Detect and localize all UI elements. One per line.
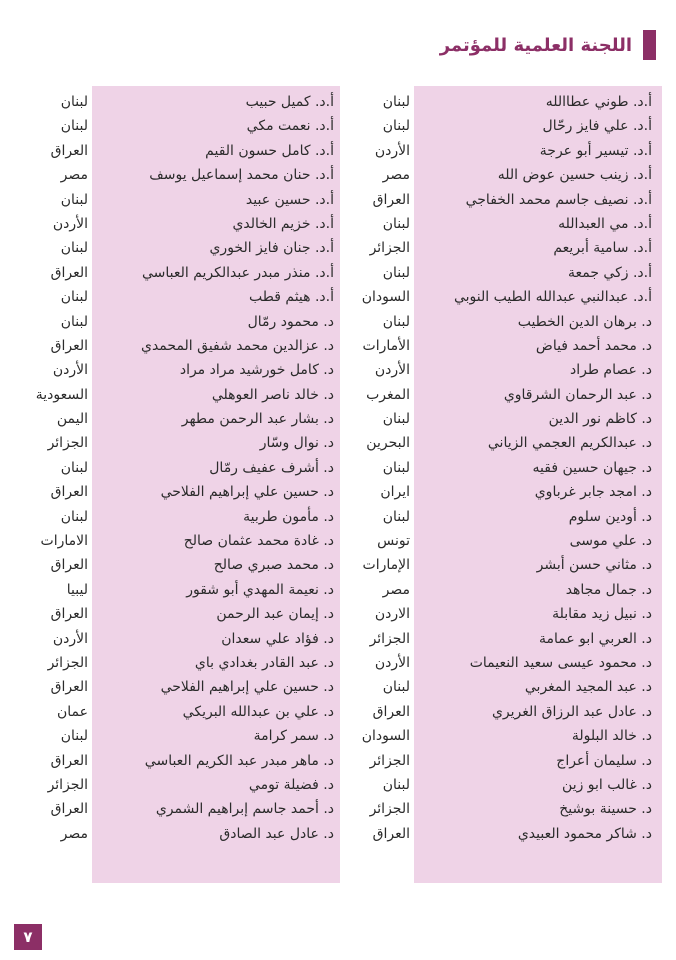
member-country: الأردن xyxy=(374,362,410,379)
member-name: د. سليمان أعراج xyxy=(556,752,652,769)
member-name: د. بشار عبد الرحمن مطهر xyxy=(181,411,334,428)
member-name: د. عبدالكريم العجمي الزياني xyxy=(487,435,652,452)
member-country: العراق xyxy=(372,703,410,720)
member-country: مصر xyxy=(60,825,88,842)
member-name: أ.د. تيسير أبو عرجة xyxy=(539,142,652,159)
member-country: لبنان xyxy=(382,118,410,135)
member-country: لبنان xyxy=(382,459,410,476)
member-country: لبنان xyxy=(60,459,88,476)
column2-names xyxy=(84,90,334,846)
member-name: د. جيهان حسين فقيه xyxy=(532,459,652,476)
member-name: د. حسينة بوشيخ xyxy=(559,801,652,818)
member-name: د. امجد جابر غرباوي xyxy=(534,484,652,501)
member-name: د. نوال وسّار xyxy=(259,435,334,452)
member-country: مصر xyxy=(382,167,410,184)
member-country: عمان xyxy=(57,703,88,720)
member-country: الأردن xyxy=(52,215,88,232)
member-name: أ.د. سامية أبريعم xyxy=(553,240,652,257)
member-name: د. حسين علي إبراهيم الفلاحي xyxy=(160,679,334,696)
member-country: العراق xyxy=(50,752,88,769)
member-country: ليبيا xyxy=(66,581,88,598)
member-country: العراق xyxy=(50,264,88,281)
member-name: د. عبد الرحمان الشرقاوي xyxy=(503,386,652,403)
member-name: د. علي موسى xyxy=(569,533,652,550)
member-country: لبنان xyxy=(60,313,88,330)
member-country: الإمارات xyxy=(362,557,410,574)
member-name: د. عصام طراد xyxy=(569,362,652,379)
member-country: الجزائر xyxy=(369,240,410,257)
member-country: لبنان xyxy=(382,776,410,793)
column1-names xyxy=(416,90,652,846)
member-name: د. جمال مجاهد xyxy=(565,581,652,598)
member-name: أ.د. طوني عطاالله xyxy=(545,94,652,110)
member-country: الاردن xyxy=(374,606,410,623)
member-country: لبنان xyxy=(60,728,88,745)
member-name: أ.د. هيثم قطب xyxy=(249,289,334,306)
member-name: د. سمر كرامة xyxy=(253,728,334,745)
member-name: د. عادل عبد الصادق xyxy=(219,825,334,842)
member-name: أ.د. حنان محمد إسماعيل يوسف xyxy=(149,167,334,184)
member-country: لبنان xyxy=(382,264,410,281)
member-name: أ.د. خزيم الخالدي xyxy=(232,215,334,232)
member-name: أ.د. حسين عبيد xyxy=(245,191,334,208)
column1-countries xyxy=(340,90,410,846)
member-country: العراق xyxy=(372,191,410,208)
member-name: أ.د. مي العبدالله xyxy=(558,215,652,232)
member-name: د. علي بن عبدالله البريكي xyxy=(182,703,334,720)
member-country: لبنان xyxy=(60,94,88,110)
member-country: ايران xyxy=(380,484,410,501)
member-name: د. غالب ابو زين xyxy=(562,776,652,793)
member-name: د. نعيمة المهدي أبو شقور xyxy=(186,581,334,598)
column2-countries xyxy=(10,90,88,846)
member-country: البحرين xyxy=(366,435,410,452)
member-country: لبنان xyxy=(382,94,410,110)
member-country: لبنان xyxy=(382,411,410,428)
member-country: لبنان xyxy=(382,215,410,232)
member-country: العراق xyxy=(50,557,88,574)
member-country: الجزائر xyxy=(369,801,410,818)
member-country: لبنان xyxy=(60,191,88,208)
member-country: العراق xyxy=(50,142,88,159)
member-name: د. أودين سلوم xyxy=(568,508,652,525)
member-country: الأردن xyxy=(374,654,410,671)
member-name: د. أشرف عفيف رمّال xyxy=(209,459,334,476)
member-country: العراق xyxy=(50,606,88,623)
member-country: الأمارات xyxy=(362,337,410,354)
member-country: السودان xyxy=(361,728,410,745)
member-country: الأردن xyxy=(52,362,88,379)
member-country: الأردن xyxy=(374,142,410,159)
member-country: العراق xyxy=(50,679,88,696)
member-country: تونس xyxy=(377,533,410,550)
member-name: أ.د. منذر مبدر عبدالكريم العباسي xyxy=(141,264,334,281)
member-name: د. خالد ناصر العوهلي xyxy=(211,386,334,403)
member-name: د. محمد أحمد فياض xyxy=(535,337,652,354)
member-country: العراق xyxy=(50,484,88,501)
member-country: لبنان xyxy=(60,289,88,306)
member-country: لبنان xyxy=(382,313,410,330)
member-country: اليمن xyxy=(56,411,88,428)
member-name: د. مأمون طربية xyxy=(243,508,334,525)
member-country: لبنان xyxy=(60,508,88,525)
member-name: د. فؤاد علي سعدان xyxy=(221,630,334,647)
member-country: الجزائر xyxy=(47,654,88,671)
member-country: لبنان xyxy=(60,118,88,135)
member-name: د. فضيلة تومي xyxy=(248,776,334,793)
member-country: الامارات xyxy=(40,533,88,550)
member-name: د. محمد صبري صالح xyxy=(213,557,334,574)
member-country: مصر xyxy=(382,581,410,598)
member-name: أ.د. نصيف جاسم محمد الخفاجي xyxy=(465,191,652,208)
member-country: المغرب xyxy=(366,386,410,403)
member-name: د. عبد المجيد المغربي xyxy=(524,679,652,696)
member-name: أ.د. زينب حسين عوض الله xyxy=(497,167,652,184)
member-name: د. كامل خورشيد مراد مراد xyxy=(179,362,334,379)
member-name: د. أحمد جاسم إبراهيم الشمري xyxy=(155,801,334,818)
member-name: د. محمود عيسى سعيد النعيمات xyxy=(469,654,652,671)
member-name: أ.د. جنان فايز الخوري xyxy=(209,240,334,257)
member-name: د. العربي ابو عمامة xyxy=(539,630,652,647)
member-name: د. شاكر محمود العبيدي xyxy=(517,825,652,842)
member-name: د. خالد البلولة xyxy=(571,728,652,745)
member-name: د. برهان الدين الخطيب xyxy=(517,313,652,330)
member-country: الجزائر xyxy=(47,776,88,793)
member-name: د. إيمان عبد الرحمن xyxy=(216,606,334,623)
member-country: لبنان xyxy=(382,679,410,696)
member-name: د. نبيل زيد مقابلة xyxy=(552,606,652,623)
member-country: الجزائر xyxy=(47,435,88,452)
member-country: الجزائر xyxy=(369,630,410,647)
member-country: لبنان xyxy=(382,508,410,525)
member-name: د. كاظم نور الدين xyxy=(548,411,652,428)
member-country: العراق xyxy=(372,825,410,842)
member-name: أ.د. عبدالنبي عبدالله الطيب النوبي xyxy=(453,289,652,306)
member-name: د. عزالدين محمد شفيق المحمدي xyxy=(141,337,334,354)
member-country: لبنان xyxy=(60,240,88,257)
member-name: د. حسين علي إبراهيم الفلاحي xyxy=(160,484,334,501)
member-name: أ.د. نعمت مكي xyxy=(246,118,334,135)
member-country: الجزائر xyxy=(369,752,410,769)
member-name: أ.د. علي فايز رحّال xyxy=(542,118,652,135)
member-country: العراق xyxy=(50,337,88,354)
page-title: اللجنة العلمية للمؤتمر xyxy=(439,34,632,56)
member-country: الأردن xyxy=(52,630,88,647)
member-name: د. مثاني حسن أبشر xyxy=(536,557,652,574)
member-country: السودان xyxy=(361,289,410,306)
section-header xyxy=(440,30,656,60)
member-country: السعودية xyxy=(35,386,88,403)
member-country: العراق xyxy=(50,801,88,818)
header-accent-bar xyxy=(643,30,656,60)
member-name: د. محمود رمّال xyxy=(247,313,334,330)
member-name: أ.د. كامل حسون القيم xyxy=(205,142,334,159)
member-country: مصر xyxy=(60,167,88,184)
member-name: د. عادل عبد الرزاق الغريري xyxy=(491,703,652,720)
page-number-badge: ٧ xyxy=(14,924,42,950)
member-name: أ.د. كميل حبيب xyxy=(245,94,334,110)
member-name: د. عبد القادر بغدادي باي xyxy=(194,654,334,671)
member-name: أ.د. زكي جمعة xyxy=(567,264,652,281)
member-name: د. غادة محمد عثمان صالح xyxy=(183,533,334,550)
member-name: د. ماهر مبدر عبد الكريم العباسي xyxy=(144,752,334,769)
